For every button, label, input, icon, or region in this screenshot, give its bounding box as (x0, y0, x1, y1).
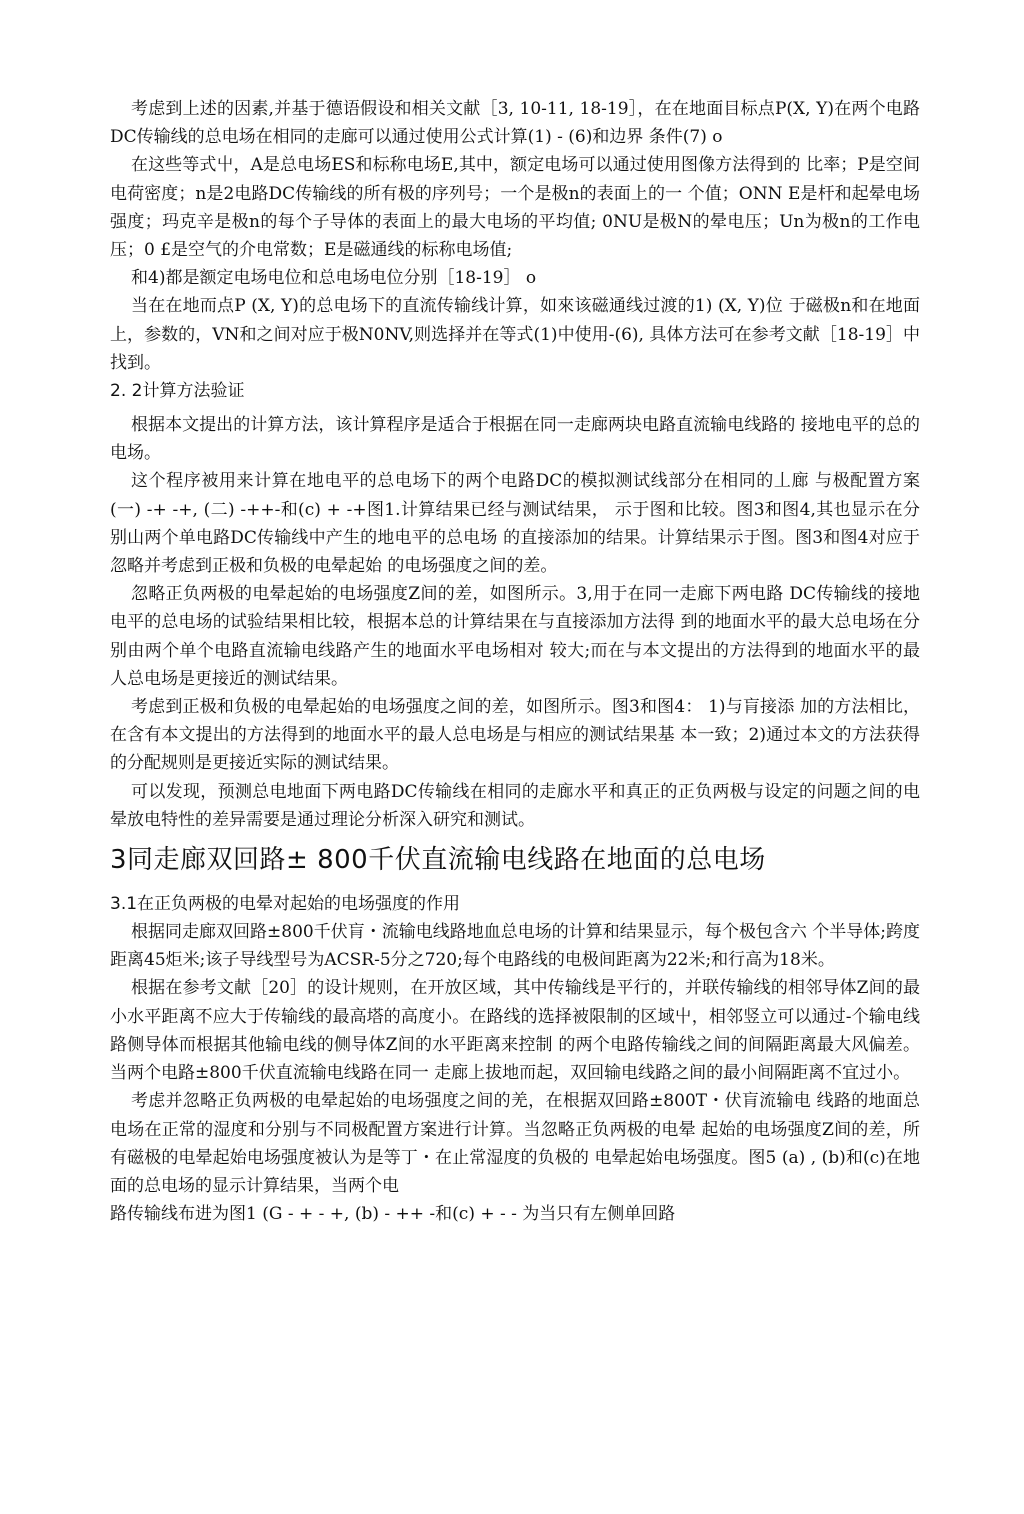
paragraph: 考虑并忽略正负两极的电晕起始的电场强度之间的羌，在根据双回路±800T・伏肓流输电 线路的地面总电场在正常的湿度和分别与不同极配置方案进行计算。当忽略正负两极的电晕 起始的电场强度Z间的差，所有磁极的电晕起始电场强度被认为是等丁・在止常湿度的负极的 电晕起始电场强度。图5 (a) , (b)和(c)在地面的总电场的显示计算结果，当两个电 (110, 1091, 920, 1196)
paragraph: 这个程序被用来计算在地电平的总电场下的两个电路DC的模拟测试线部分在相同的丄廊 与极配置方案(一) -+ -+, (二) -++-和(c) + -+图1.计算结果已经与测试结果， 示于图和比较。图3和图4,其也显示在分别山两个单电路DC传输线中产生的地电平的总电场 的直接添加的结果。计算结果示于图。图3和图4对应于忽略并考虑到正极和负极的电晕起始 的电场强度之间的差。 (110, 471, 920, 577)
section-title: 3同走廊双回路± 800千伏直流输电线路在地面的总电场 (110, 845, 766, 876)
paragraph: 在这些等式屮，A是总电场ES和标称电场E,其中，额定电场可以通过使用图像方法得到的 比率；P是空间电荷密度；n是2电路DC传输线的所有极的序列号；一个是极n的表面上的一 个值；ONN E是杆和起晕电场强度；玛克辛是极n的每个子导体的表面上的最大电场的平均值; 0NU是极N的晕电压；Un为极n的工作电压；0 £是空气的介电常数；E是磁通线的标称电场值; (110, 155, 920, 261)
subsection-title: 2. 2计算方法验证 (110, 381, 245, 402)
paragraph: 考虑到上述的因素,并基于德语假设和相关文献［3, 10-11, 18-19］，在在地面目标点P(X, Y)在两个电路DC传输线的总电场在相同的走廊可以通过使用公式计算(1) - (6)和边界 条件(7) o (110, 99, 920, 148)
paragraph: 根据在参考文献［20］的设计规则，在开放区域，其中传输线是平行的，并联传输线的相邻导体Z间的最小水平距离不应大于传输线的最高塔的高度小。在路线的选择被限制的区域屮，相邻竖立可以通过-个输电线路侧导体而根据其他输电线的侧导体Z间的水平距离来控制 的两个电路传输线之间的间隔距离最大风偏差。当两个电路±800千伏直流输电线路在同一 走廊上拔地而起，双回输电线路之间的最小间隔距离不宜过小。 (110, 978, 920, 1084)
paragraph: 忽略正负两极的电晕起始的电场强度Z间的差，如图所示。3,用于在同一走廊下两电路 DC传输线的接地电平的总电场的试验结果相比较，根据本总的计算结果在与直接添加方法得 到的地面水平的最大总电场在分别由两个单个电路直流输电线路产生的地面水平电场相对 较大;而在与本文提出的方法得到的地面水平的最人总电场是更接近的测试结果。 (110, 584, 920, 689)
paragraph: 根据本文提出的计算方法，该计算程序是适合于根据在同一走廊两块电路直流输电线路的 接地电平的总的电场。 (110, 415, 920, 464)
paragraph: 可以发现，预测总电地面下两电路DC传输线在相同的走廊水平和真正的正负两极与设定的问题之间的电晕放电特性的差异需要是通过理论分析深入研究和测试。 (110, 781, 920, 830)
paragraph: 路传输线布进为图1 (G - + - +, (b) - ++ -和(c) + - - 为当只有左侧单回路 (110, 1204, 676, 1225)
paragraph: 考虑到正极和负极的电晕起始的电场强度之间的差，如图所示。图3和图4： 1)与肓接添 加的方法相比，在含有本文提出的方法得到的地面水平的最人总电场是与相应的测试结果基 本一致；2)通过本文的方法获得的分配规则是更接近实际的测试结果。 (110, 697, 920, 774)
paragraph: 根据同走廊双回路±800千伏肓・流输电线路地血总电场的计算和结果显示，每个极包含六 个半导体;跨度距离45炬米;该子导线型号为ACSR-5分之720;每个电路线的电极间距离为22米;和行高为18米。 (110, 922, 920, 971)
subsection-title: 3.1在正负两极的电晕对起始的电场强度的作用 (110, 894, 461, 915)
paragraph: 和4)都是额定电场电位和总电场电位分别［18-19］ o (131, 268, 537, 289)
document-body (110, 95, 920, 1228)
paragraph: 当在在地而点P (X, Y)的总电场下的直流传输线计算，如來该磁通线过渡的1) (X, Y)位 于磁极n和在地面上，参数的，VN和之间对应于极N0NV,则选择并在等式(1)中使用-(6), 具体方法可在参考文献［18-19］中找到。 (110, 296, 920, 373)
